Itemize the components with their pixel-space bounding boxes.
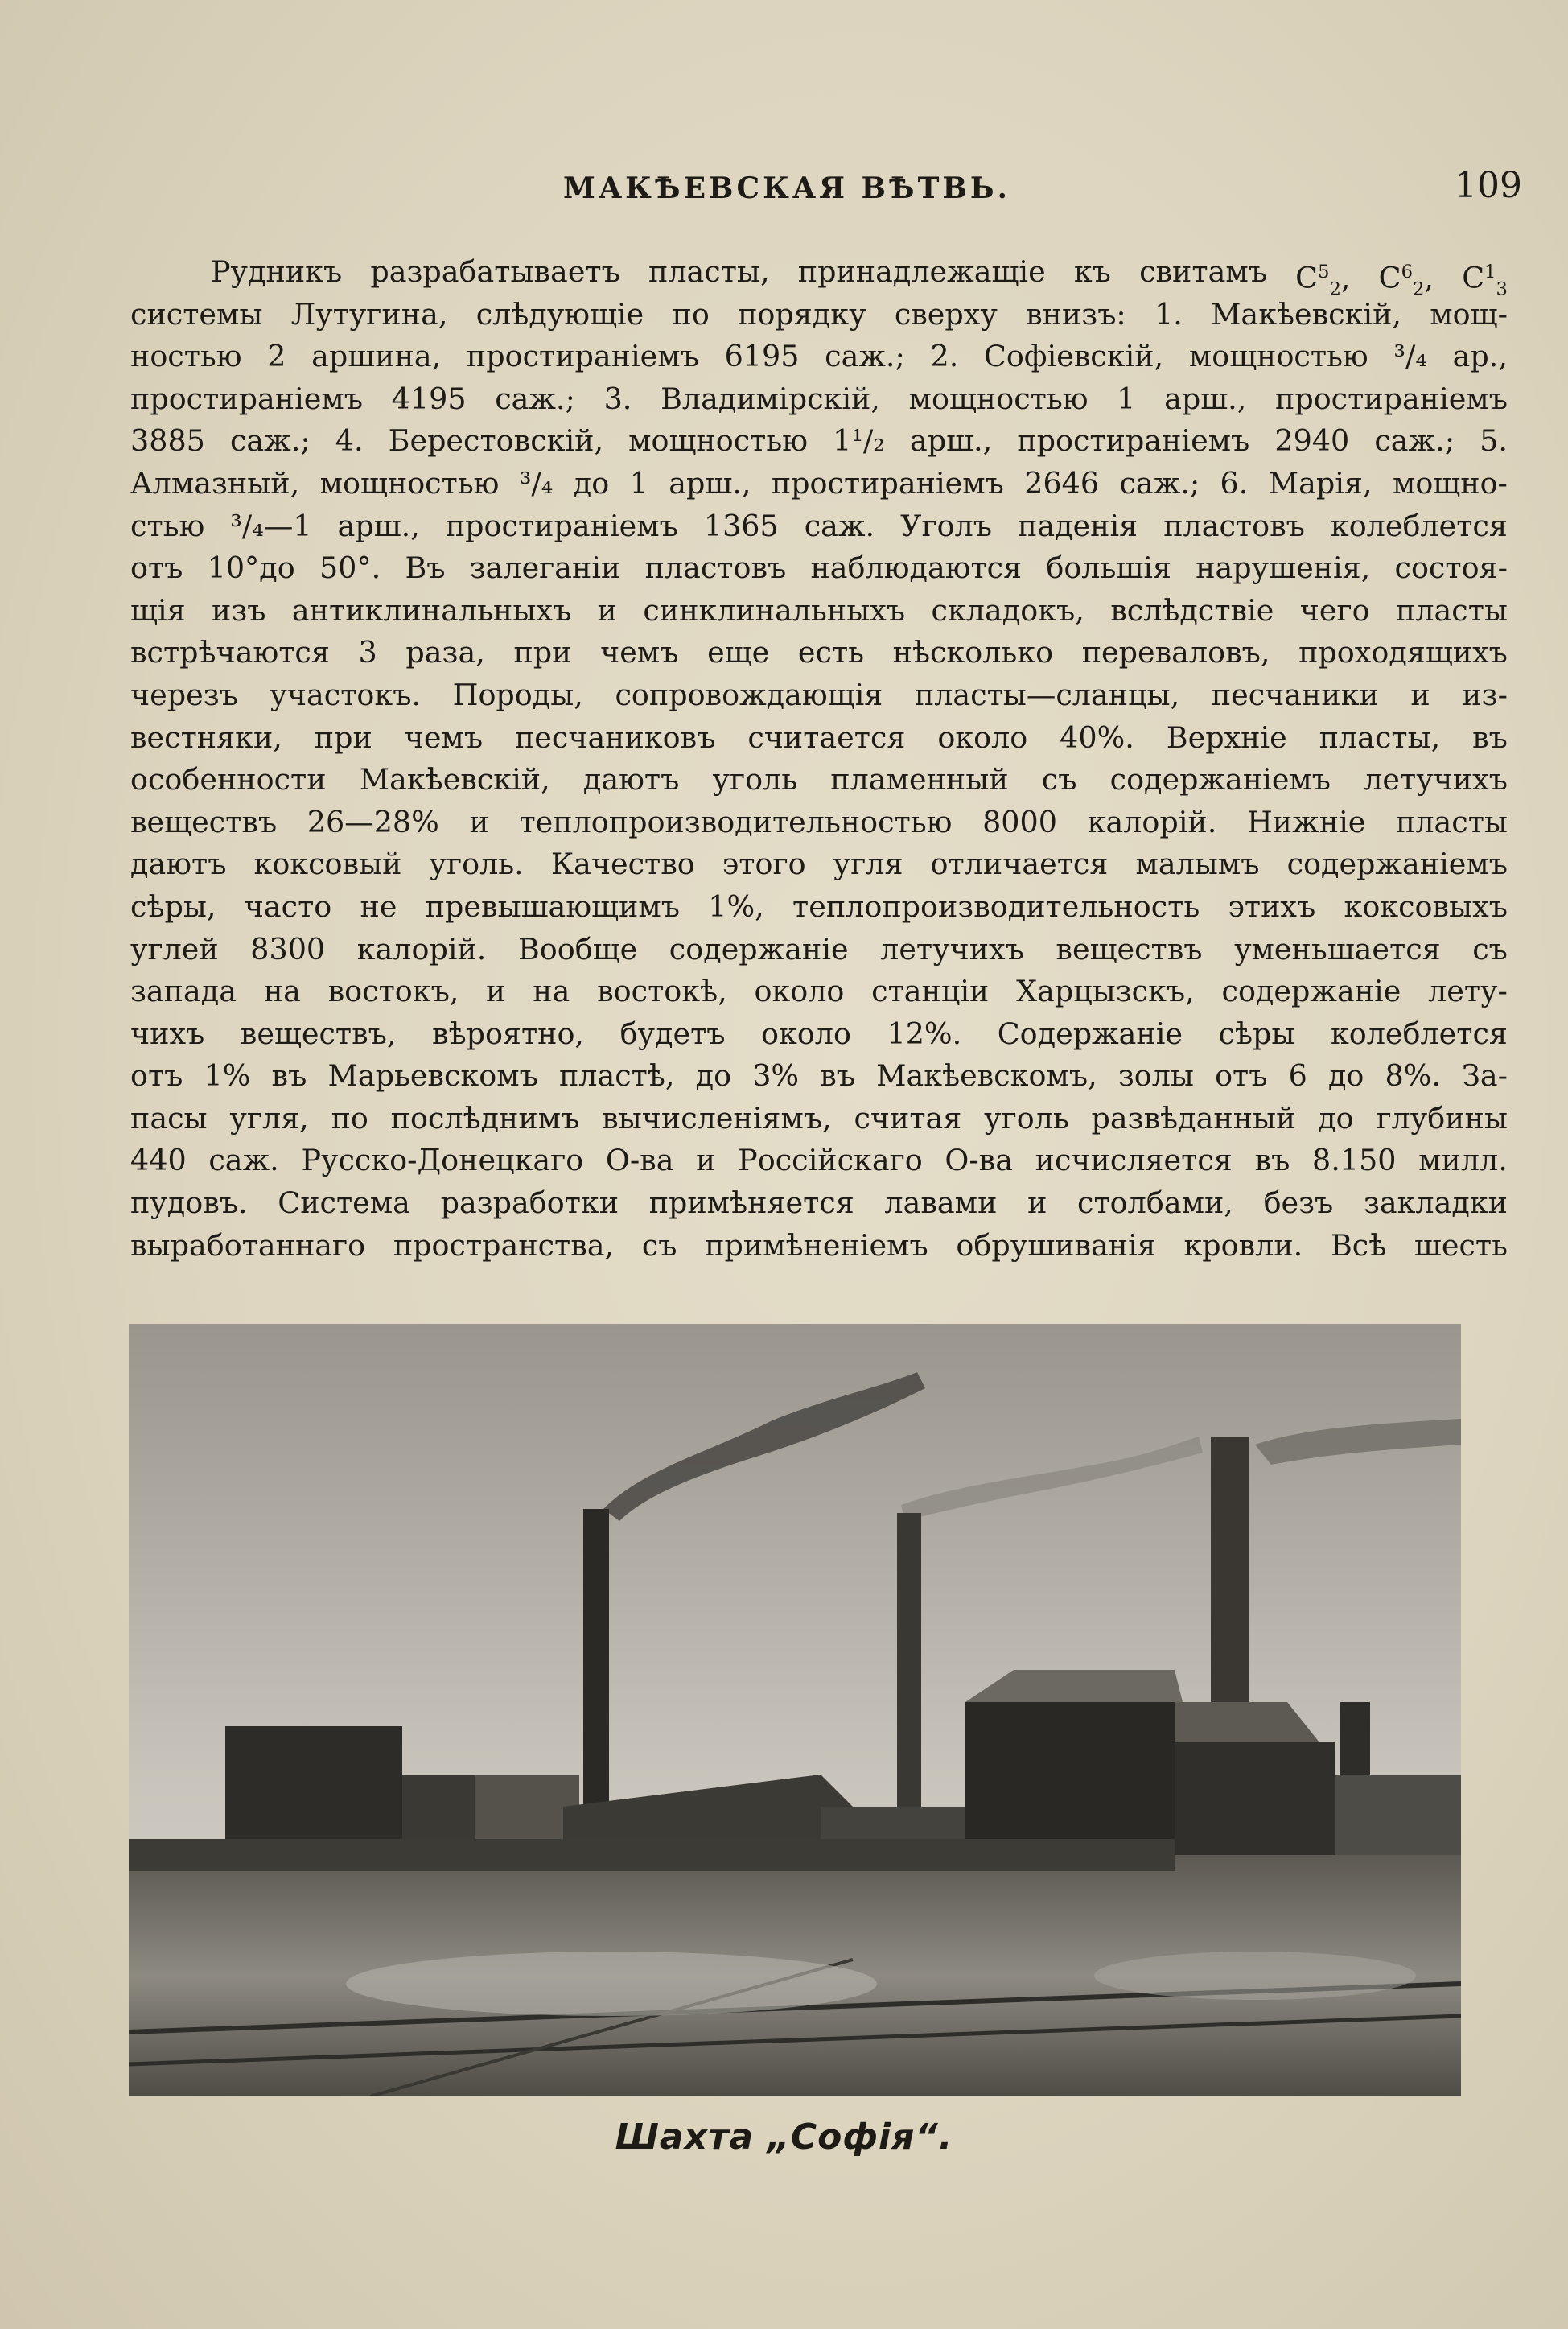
text-line xyxy=(130,505,1508,548)
text-word: ар., xyxy=(1452,339,1508,374)
text-word: ³/₄ xyxy=(519,465,554,501)
text-word: содержаніе xyxy=(1221,974,1401,1009)
text-word: 26—28% xyxy=(307,804,439,839)
text-word: За- xyxy=(1462,1058,1508,1094)
text-word: примѣняется xyxy=(648,1185,854,1221)
text-word: арш., xyxy=(337,508,420,543)
text-word: $C^6_2$, xyxy=(1378,261,1434,300)
text-word: Содержаніе xyxy=(997,1016,1183,1051)
text-word: съ xyxy=(1472,931,1508,967)
text-word: 8300 xyxy=(250,931,326,967)
text-word: паденія xyxy=(1018,508,1138,543)
text-word: 3. xyxy=(603,381,632,416)
text-word: пламенный xyxy=(830,762,1009,798)
text-word: мощно- xyxy=(1392,465,1508,501)
text-word: 1%, xyxy=(708,888,764,924)
text-line xyxy=(130,420,1508,463)
text-word: веществъ xyxy=(1056,931,1203,967)
text-word: до xyxy=(1327,1058,1364,1094)
text-word: 12%. xyxy=(887,1016,962,1051)
text-line xyxy=(130,886,1508,929)
text-word: наблюдаются xyxy=(810,550,1023,586)
text-word: теплопроизводительностью xyxy=(519,804,953,839)
text-word: Алмазный, xyxy=(130,465,300,501)
body-text xyxy=(130,251,1508,1267)
text-word: милл. xyxy=(1418,1143,1508,1178)
text-word: веществъ xyxy=(130,804,278,839)
text-word: стью xyxy=(130,508,205,543)
text-word: ³/₄ xyxy=(1393,339,1427,374)
text-word: считая xyxy=(854,1100,962,1136)
text-word: нарушенія, xyxy=(1196,550,1371,586)
text-word: особенности xyxy=(130,762,327,798)
text-word: превышающимъ xyxy=(425,888,680,924)
text-word: сверху xyxy=(894,296,998,332)
text-word: и xyxy=(1027,1185,1047,1221)
text-word: 6 xyxy=(1288,1058,1307,1094)
text-word: саж.; xyxy=(495,381,575,416)
text-word: песчаниковъ xyxy=(514,719,716,755)
text-word: 2 xyxy=(267,339,286,374)
text-word: 5. xyxy=(1480,423,1508,459)
text-word: 3% xyxy=(752,1058,800,1094)
text-word: пластовъ xyxy=(1163,508,1305,543)
text-word: сѣры, xyxy=(130,888,216,924)
text-word: содержаніемъ xyxy=(1286,847,1508,882)
shaft-sofia-photo xyxy=(129,1324,1461,2096)
text-word: пласты xyxy=(1396,804,1508,839)
text-line xyxy=(130,1182,1508,1225)
text-word: при xyxy=(513,635,572,670)
text-word: простираніемъ xyxy=(130,381,363,416)
text-word: 2. xyxy=(930,339,959,374)
text-word: летучихъ xyxy=(1364,762,1508,798)
text-word: теплопроизводительность xyxy=(792,888,1200,924)
text-word: простираніемъ xyxy=(1275,381,1508,416)
text-word: Берестовскій, xyxy=(388,423,604,459)
text-word: веществъ, xyxy=(240,1016,397,1051)
text-word: 1¹/₂ xyxy=(833,423,885,459)
text-word: арш., xyxy=(909,423,993,459)
text-word: до xyxy=(695,1058,732,1094)
text-word: 3 xyxy=(358,635,377,670)
text-word: 3885 xyxy=(130,423,205,459)
text-word: закладки xyxy=(1363,1185,1508,1221)
text-word: съ xyxy=(641,1227,677,1263)
text-word: съ xyxy=(1041,762,1077,798)
text-word: Нижніе xyxy=(1247,804,1366,839)
text-word: чемъ xyxy=(404,719,484,755)
text-word: малымъ xyxy=(1135,847,1260,882)
text-word: въ xyxy=(1254,1143,1290,1178)
text-word: 4. xyxy=(335,423,364,459)
text-word: Въ xyxy=(405,550,446,586)
text-word: ³/₄—1 xyxy=(230,508,312,543)
text-word: не xyxy=(360,888,397,924)
text-word: отъ xyxy=(130,1058,183,1094)
text-word: пудовъ. xyxy=(130,1185,248,1221)
text-word: Русско-Донецкаго xyxy=(301,1143,584,1178)
text-word: саж. xyxy=(208,1143,279,1178)
text-word: пространства, xyxy=(393,1227,615,1263)
text-word: Качество xyxy=(550,847,695,882)
text-line xyxy=(130,632,1508,674)
text-word: Всѣ xyxy=(1330,1227,1387,1263)
text-line xyxy=(130,759,1508,802)
text-line xyxy=(130,1013,1508,1056)
text-word: считается xyxy=(747,719,906,755)
text-word: раза, xyxy=(405,635,485,670)
text-word: мощностью xyxy=(1188,339,1368,374)
page-number: 109 xyxy=(1455,165,1522,206)
text-word: 2646 xyxy=(1024,465,1100,501)
text-word: свитамъ xyxy=(1139,254,1267,289)
text-word: этого xyxy=(722,847,806,882)
text-word: отъ xyxy=(1215,1058,1268,1094)
text-word: 8.150 xyxy=(1311,1143,1397,1178)
text-word: 1. xyxy=(1154,296,1183,332)
text-word: 50°. xyxy=(319,550,381,586)
text-word: О-ва xyxy=(605,1143,674,1178)
text-word: колеблется xyxy=(1330,1016,1508,1051)
text-word: около xyxy=(937,719,1028,755)
text-word: чихъ xyxy=(130,1016,205,1051)
text-word: золы xyxy=(1117,1058,1194,1094)
text-word: вслѣдствіе xyxy=(1110,592,1274,628)
text-word: саж. xyxy=(804,508,875,543)
text-word: мощностью xyxy=(628,423,809,459)
text-word: летучихъ xyxy=(880,931,1024,967)
text-word: саж.; xyxy=(229,423,311,459)
text-word: пласты—сланцы, xyxy=(914,677,1180,712)
text-word: вѣроятно, xyxy=(432,1016,585,1051)
text-word: простираніемъ xyxy=(466,339,699,374)
text-word: сопровождающія xyxy=(615,677,883,712)
text-word: еще xyxy=(707,635,770,670)
text-word: черезъ xyxy=(130,677,238,712)
text-line xyxy=(130,717,1508,760)
text-line xyxy=(130,1140,1508,1182)
text-word: 1% xyxy=(204,1058,251,1094)
text-word: уголь xyxy=(984,1100,1069,1136)
text-line xyxy=(130,929,1508,971)
page-header xyxy=(0,165,1568,213)
text-word: Россійскаго xyxy=(738,1143,923,1178)
text-line xyxy=(130,843,1508,886)
text-word: обрушиванія xyxy=(956,1227,1156,1263)
text-line xyxy=(130,1098,1508,1140)
text-word: и xyxy=(696,1143,716,1178)
text-word: переваловъ, xyxy=(1081,635,1270,670)
text-word: принадлежащіе xyxy=(797,254,1046,289)
text-line xyxy=(130,294,1508,336)
text-word: и xyxy=(469,804,489,839)
text-word: коксовыхъ xyxy=(1344,888,1508,924)
text-word: 8000 xyxy=(982,804,1057,839)
text-word: колеблется xyxy=(1330,508,1508,543)
text-word: уменьшается xyxy=(1234,931,1441,967)
text-word: простираніемъ xyxy=(1017,423,1250,459)
text-word: саж.; xyxy=(1119,465,1200,501)
text-line xyxy=(130,463,1508,505)
text-line xyxy=(130,674,1508,717)
text-word: около xyxy=(754,974,845,1009)
text-word: послѣднимъ xyxy=(390,1100,580,1136)
text-word: сѣры xyxy=(1218,1016,1295,1051)
text-word: аршина, xyxy=(311,339,442,374)
text-word: чемъ xyxy=(600,635,679,670)
text-word: большія xyxy=(1046,550,1172,586)
text-word: на xyxy=(533,974,570,1009)
text-word: въ xyxy=(271,1058,307,1094)
text-word: въ xyxy=(1472,719,1508,755)
text-word: пасы xyxy=(130,1100,208,1136)
text-word: вычисленіямъ, xyxy=(602,1100,832,1136)
text-word: часто xyxy=(244,888,332,924)
text-word: мощностью xyxy=(908,381,1089,416)
text-word: встрѣчаются xyxy=(130,635,330,670)
text-word: Марія, xyxy=(1268,465,1373,501)
text-word: отличается xyxy=(930,847,1109,882)
text-word: лету- xyxy=(1428,974,1508,1009)
text-word: из- xyxy=(1462,677,1508,712)
text-word: внизъ: xyxy=(1026,296,1126,332)
text-word: песчаники xyxy=(1211,677,1379,712)
text-word: 6. xyxy=(1220,465,1249,501)
text-word: будетъ xyxy=(619,1016,726,1051)
text-word: 4195 xyxy=(391,381,467,416)
text-word: Система xyxy=(278,1185,410,1221)
text-word: пласты, xyxy=(648,254,770,289)
text-word: 6195 xyxy=(724,339,800,374)
text-line xyxy=(130,547,1508,590)
text-word: 1 xyxy=(1117,381,1136,416)
text-word: на xyxy=(263,974,301,1009)
text-word: синклинальныхъ xyxy=(643,592,906,628)
text-word: мощностью xyxy=(319,465,500,501)
text-word: примѣненіемъ xyxy=(705,1227,928,1263)
text-word: арш., xyxy=(1164,381,1247,416)
text-word: Марьевскомъ xyxy=(327,1058,538,1094)
text-word: кровли. xyxy=(1183,1227,1303,1263)
text-word: саж.; xyxy=(825,339,905,374)
text-word: востокѣ, xyxy=(597,974,727,1009)
text-word: разработки xyxy=(440,1185,619,1221)
text-word: участокъ. xyxy=(270,677,422,712)
text-word: саж.; xyxy=(1374,423,1455,459)
text-word: 440 xyxy=(130,1143,187,1178)
text-word: залеганіи xyxy=(469,550,621,586)
text-word: антиклинальныхъ xyxy=(291,592,572,628)
text-word: Владимірскій, xyxy=(661,381,880,416)
text-word: Верхніе xyxy=(1166,719,1287,755)
text-word: содержаніемъ xyxy=(1109,762,1331,798)
text-word: этихъ xyxy=(1228,888,1316,924)
text-word: Лутугина, xyxy=(290,296,448,332)
text-line xyxy=(130,971,1508,1013)
text-word: около xyxy=(761,1016,851,1051)
text-word: 1 xyxy=(629,465,648,501)
text-line xyxy=(130,251,1508,300)
text-word: калорій. xyxy=(356,931,487,967)
text-word: 8%. xyxy=(1385,1058,1442,1094)
text-word: при xyxy=(314,719,372,755)
text-word: 40%. xyxy=(1060,719,1134,755)
text-word: состоя- xyxy=(1394,550,1508,586)
text-word: шесть xyxy=(1414,1227,1508,1263)
text-word: чего xyxy=(1299,592,1370,628)
text-word: къ xyxy=(1073,254,1111,289)
text-line xyxy=(130,336,1508,378)
text-word: по xyxy=(672,296,710,332)
text-word: угля, xyxy=(229,1100,309,1136)
text-line xyxy=(130,590,1508,633)
text-word: простираніемъ xyxy=(771,465,1004,501)
text-word: пласты, xyxy=(1319,719,1441,755)
text-word: до xyxy=(1318,1100,1354,1136)
text-word: О-ва xyxy=(945,1143,1013,1178)
text-word: $C^5_2$, xyxy=(1295,261,1351,300)
text-word: уголь. xyxy=(429,847,524,882)
text-word: разрабатываетъ xyxy=(370,254,620,289)
text-word: выработаннаго xyxy=(130,1227,366,1263)
text-word: Рудникъ xyxy=(211,254,343,289)
text-word: даютъ xyxy=(582,762,680,798)
text-word: 1365 xyxy=(703,508,779,543)
text-word: въ xyxy=(820,1058,855,1094)
text-line xyxy=(130,1055,1508,1098)
text-word: безъ xyxy=(1263,1185,1334,1221)
text-word: вестняки, xyxy=(130,719,282,755)
text-word: содержаніе xyxy=(669,931,849,967)
text-word: уголь xyxy=(712,762,798,798)
text-word: 2940 xyxy=(1274,423,1350,459)
text-word: развѣданный xyxy=(1091,1100,1296,1136)
text-word: Породы, xyxy=(452,677,583,712)
text-word: простираніемъ xyxy=(445,508,678,543)
text-word: лавами xyxy=(884,1185,998,1221)
text-line xyxy=(130,378,1508,421)
text-word: арш., xyxy=(669,465,751,501)
text-word: станціи xyxy=(871,974,990,1009)
text-word: запада xyxy=(130,974,237,1009)
text-word: угля xyxy=(833,847,903,882)
text-word: столбами, xyxy=(1077,1185,1233,1221)
text-word: изъ xyxy=(212,592,266,628)
text-word: Макѣевскій, xyxy=(359,762,550,798)
text-word: слѣдующіе xyxy=(475,296,644,332)
text-word: пластовъ xyxy=(644,550,787,586)
text-word: порядку xyxy=(738,296,866,332)
text-word: глубины xyxy=(1376,1100,1508,1136)
text-word: 10°до xyxy=(207,550,295,586)
figure-caption: Шахта „Софія“. xyxy=(615,2117,953,2158)
text-word: коксовый xyxy=(253,847,402,882)
text-word: востокъ, xyxy=(327,974,459,1009)
text-word: и xyxy=(1410,677,1430,712)
text-line xyxy=(130,1225,1508,1268)
text-word: складокъ, xyxy=(931,592,1084,628)
text-word: проходящихъ xyxy=(1298,635,1508,670)
text-word: по xyxy=(331,1100,368,1136)
text-word: пластѣ, xyxy=(558,1058,675,1094)
text-line xyxy=(130,802,1508,844)
text-word: калорій. xyxy=(1087,804,1217,839)
text-word: Макѣевскомъ, xyxy=(876,1058,1097,1094)
text-word: Вообще xyxy=(517,931,638,967)
text-word: щія xyxy=(130,592,186,628)
text-word: нѣсколько xyxy=(892,635,1054,670)
text-word: исчисляется xyxy=(1035,1143,1233,1178)
text-word: есть xyxy=(797,635,865,670)
text-word: Уголъ xyxy=(900,508,993,543)
text-word: и xyxy=(486,974,506,1009)
text-word: углей xyxy=(130,931,219,967)
text-word: Макѣевскій, xyxy=(1211,296,1402,332)
text-word: Софіевскій, xyxy=(984,339,1164,374)
text-word: $C^1_3$ xyxy=(1462,261,1508,300)
mine-photograph xyxy=(129,1324,1461,2096)
running-title: МАКѢЕВСКАЯ ВѢТВЬ. xyxy=(563,171,1011,205)
text-word: пласты xyxy=(1396,592,1508,628)
text-word: ностью xyxy=(130,339,242,374)
text-word: системы xyxy=(130,296,263,332)
text-word: до xyxy=(573,465,610,501)
text-word: Харцызскъ, xyxy=(1016,974,1195,1009)
text-word: даютъ xyxy=(130,847,227,882)
text-word: отъ xyxy=(130,550,183,586)
text-word: мощ- xyxy=(1430,296,1508,332)
text-word: и xyxy=(597,592,617,628)
